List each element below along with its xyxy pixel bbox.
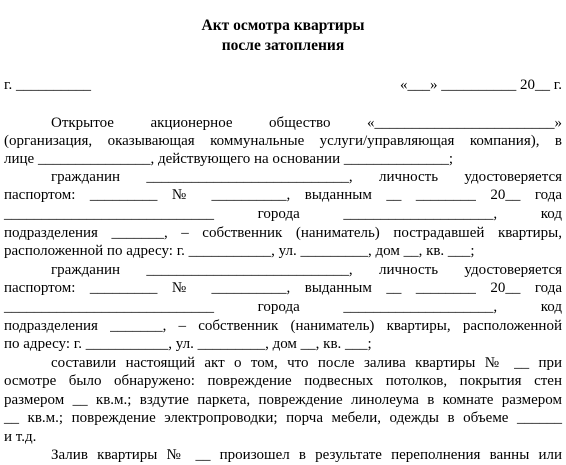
text-line: (организация, оказывающая коммунальные услуги/управляющая компания), в [4,133,562,149]
text-line: размером __ кв.м.; вздутие паркета, повреждение линолеума в комнате размером [4,392,562,408]
document-title: Акт осмотра квартиры [201,17,365,34]
text-line: гражданин ___________________________, личность удостоверяется [51,262,562,278]
text-line: __ кв.м.; повреждение электропроводки; порча мебели, одежды в объеме ______ [4,410,562,426]
text-line: по адресу: г. ___________, ул. _________, дом __, кв. ___; [4,336,372,352]
text-line: гражданин ___________________________, личность удостоверяется [51,169,562,185]
place-date-row [4,76,562,94]
text-line: и т.д. [4,429,37,445]
text-line: лице _______________, действующего на основании ______________; [4,151,454,167]
text-line: паспортом: _________ № __________, выданным __ ________ 20__ года [4,280,562,296]
text-line: расположенной по адресу: г. ___________, ул. _________, дом __, кв. ___; [4,243,475,259]
document-subtitle: после затопления [221,37,345,54]
text-line: паспортом: _________ № __________, выданным __ ________ 20__ года [4,187,562,203]
text-line: осмотре было обнаружено: повреждение подвесных потолков, покрытия стен [4,373,562,389]
place-field: г. __________ [4,77,91,93]
text-line: составили настоящий акт о том, что после залива квартиры № __ при [51,355,562,371]
text-line: подразделения _______, – собственник (наниматель) квартиры, расположенной [4,318,562,334]
text-line: ____________________________ города ____________________, код [4,299,562,315]
text-line: Открытое акционерное общество «________________________» [51,115,562,131]
date-field: «___» __________ 20__ г. [400,77,562,93]
text-line: подразделения _______, – собственник (наниматель) пострадавшей квартиры, [4,225,562,241]
text-line: ____________________________ города ____________________, код [4,206,562,222]
text-line: Залив квартиры № __ произошел в результате переполнения ванны или [51,447,562,463]
